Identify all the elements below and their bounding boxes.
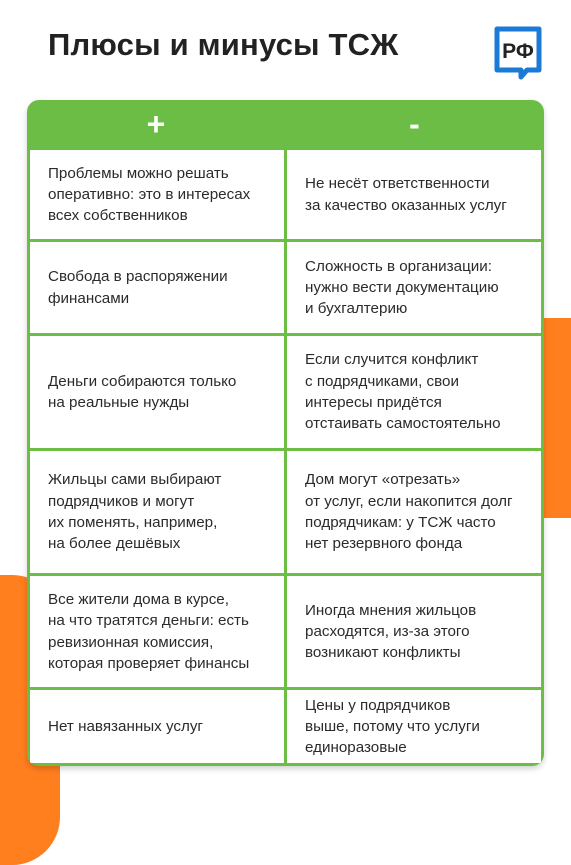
pro-text: Нет навязанных услуг	[48, 717, 203, 735]
pro-text: Деньги собираются только на реальные нужды	[48, 372, 237, 411]
pros-cons-table	[27, 100, 544, 766]
con-cell	[287, 336, 541, 448]
plus-header: +	[146, 106, 166, 142]
con-cell	[287, 451, 541, 573]
logo-text: РФ	[502, 40, 534, 63]
con-text: Не несёт ответственности за качество оказанных услуг	[305, 175, 507, 214]
con-text: Дом могут «отрезать» от услуг, если накопится долг подрядчикам: у ТСЖ часто нет резервного фонда	[305, 471, 513, 553]
con-text: Иногда мнения жильцов расходятся, из-за этого возникают конфликты	[305, 601, 477, 662]
pro-text: Свобода в распоряжении финансами	[48, 268, 228, 307]
con-cell	[287, 576, 541, 687]
pro-cell	[30, 576, 284, 687]
pro-cell	[30, 242, 284, 333]
pro-cell	[30, 150, 284, 239]
pro-text: Жильцы сами выбирают подрядчиков и могут их поменять, например, на более дешёвых	[48, 471, 222, 553]
pro-text: Все жители дома в курсе, на что тратятся деньги: есть ревизионная комиссия, которая проверяет финансы	[48, 590, 250, 672]
con-text: Сложность в организации: нужно вести документацию и бухгалтерию	[305, 257, 499, 318]
pro-cell	[30, 690, 284, 763]
pro-text: Проблемы можно решать оперативно: это в интересах всех собственников	[48, 164, 251, 225]
con-cell	[287, 150, 541, 239]
pro-cell	[30, 451, 284, 573]
table-header	[27, 100, 544, 149]
con-text: Если случится конфликт с подрядчиками, свои интересы придётся отстаивать самостоятельно	[305, 351, 501, 433]
pro-cell	[30, 336, 284, 448]
rf-logo-icon	[493, 26, 543, 80]
con-cell	[287, 690, 541, 763]
con-cell	[287, 242, 541, 333]
orange-decor-right	[543, 318, 571, 518]
minus-header: -	[409, 106, 420, 142]
page-title: Плюсы и минусы ТСЖ	[48, 27, 399, 62]
con-text: Цены у подрядчиков выше, потому что услуги единоразовые	[305, 696, 480, 757]
